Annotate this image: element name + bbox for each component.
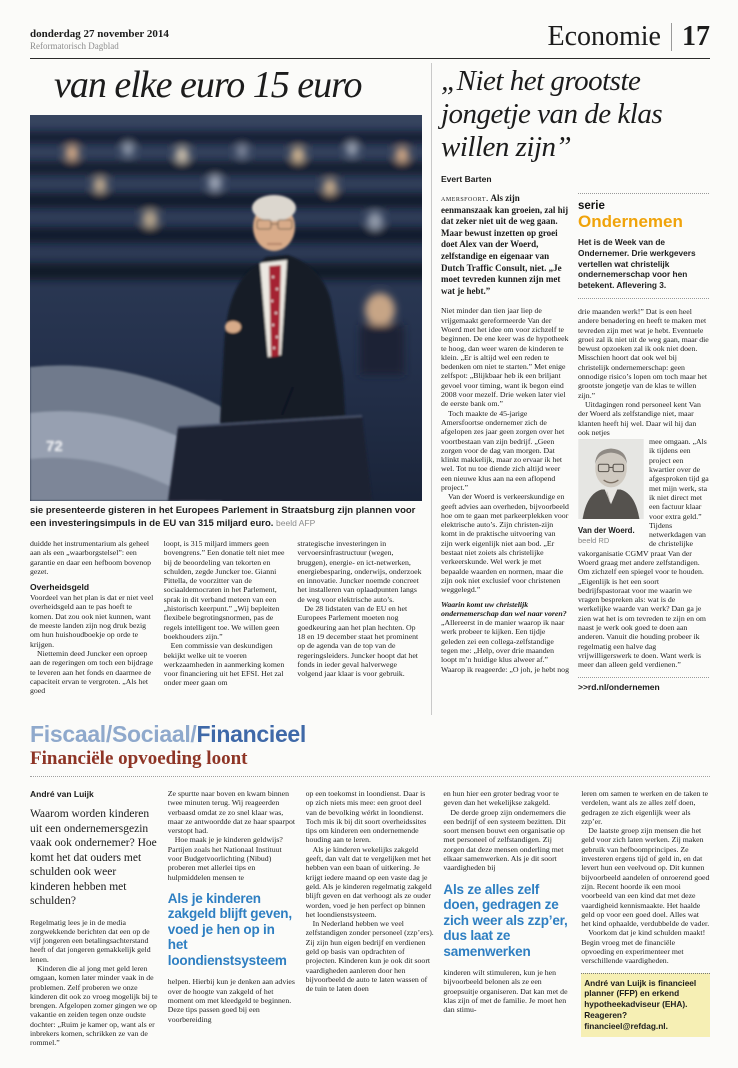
body-paragraph: De derde groep zijn ondernemers die een bedrijf of een systeem bezitten. Dit soort mensen bouwt een organisatie op met personeel of zelfstandigen. Zij zorgen dat deze mensen onderling met elkaar samenwerken. Als je dit soort vaardigheden bij <box>443 807 566 873</box>
dotted-rule <box>30 776 710 777</box>
body-paragraph: op een toekomst in loondienst. Daar is op zich niets mis mee: een groot deel van de bevolking wérkt in loondienst. Toch mis ik bij dit soort overheidssites tips om kinderen een ondernemende houding aan te leren. <box>305 789 427 845</box>
eu-article <box>30 63 432 715</box>
body-paragraph: loopt, is 315 miljard immers geen bovengrens.” Een donatie telt niet mee bij de beoordeling van tekorten en schulden, zegde Juncker toe. Gianni Pittella, de voorzitter van de sociaaldemocraten in het Parlement, sprak in dit verband meteen van een „historisch keerpunt.” „Wij bepleiten flexibele begrotingsnormen, pas de regels intelligent toe. We willen geen boekhouders zijn.” <box>163 539 285 641</box>
interview-column-2 <box>578 193 709 698</box>
body-paragraph: en hun hier een groter bedrag voor te geven dan het wekelijkse zakgeld. <box>443 789 559 808</box>
pullquote-zakgeld: Als je kinderen zakgeld blijft geven, voed je hen op in het loondienstsysteem <box>167 890 292 968</box>
eu-article-columns <box>30 539 422 711</box>
section-kicker <box>30 722 710 747</box>
photo-caption-text: sie presenteerde gisteren in het Europees Parlement in Straatsburg zijn plannen voor een investeringsimpuls in de EU van 315 miljard euro. <box>30 505 416 529</box>
body-paragraph: Als je kinderen wekelijks zakgeld geeft, dan valt dat te vergelijken met het hebben van een baan of uitkering. Je krijgt iedere maand op een vaste dag je geld. Als je kinderen regelmatig zakgeld blijft geven en dat verhoogt als ze ouder worden, voed je hen perfect op binnen het loondienstsysteem. <box>305 844 432 919</box>
dateline-amersfoort: amersfoort. <box>441 193 489 203</box>
fiscaal-column-1 <box>30 789 159 1068</box>
interview-columns <box>441 193 710 698</box>
interview-article <box>432 63 710 715</box>
parliament-scene-illustration <box>30 115 422 501</box>
fiscaal-column-2 <box>168 789 297 1068</box>
fiscaal-column-3 <box>306 789 435 1068</box>
kicker-fiscaal-sociaal: Fiscaal/Sociaal/ <box>30 721 197 747</box>
body-paragraph: duidde het instrumentarium als geheel aan als een „waarborgstelsel”: een garantie en daar een hefboom bovenop gezet. <box>30 539 152 576</box>
body-paragraph: „Allereerst in de manier waarop ik naar werk probeer te kijken. Een tijdje geleden zei een collega-zelfstandige tegen me: „Help, over drie maanden loopt m’n huidige klus alweer af.” Waarop ik reageerde: „O joh, je hebt nog <box>441 618 569 674</box>
body-paragraph: Ze spurtte naar boven en kwam binnen twee minuten terug. Wij reageerden verbaasd omdat ze zo snel klaar was, maar ze antwoordde dat ze haar spaarpot verstopt had. <box>167 789 296 836</box>
eu-headline: van elke euro 15 euro <box>54 64 362 106</box>
portrait-credit: beeld RD <box>578 535 610 545</box>
subhead-overheidsgeld: Overheidsgeld <box>30 582 90 593</box>
body-paragraph: Van der Woerd is verkeerskundige en geeft advies aan overheden, bijvoorbeeld hoe om te gaan met parkeerplekken voor elektrische auto’s. Zijn christen-zijn komt in de praktische uitvoering van zijn werk eigenlijk niet aan bod. „Er bestaat niet zoiets als christelijke verkeerskunde. Wel werk je met bepaalde waarden en normen, maar die zijn ook niet exclusief voor christenen weggelegd.” <box>441 492 569 595</box>
body-paragraph: Niettemin deed Juncker een oproep aan de regeringen om toch een bijdrage te leveren aan het fonds en daarmee de capaciteit ervan te vergroten. „Als het goed <box>30 648 153 696</box>
body-paragraph: strategische investeringen in vervoersinfrastructuur (wegen, bruggen), energie- en ict-netwerken, energiebesparing, onderwijs, onderzoek en innovatie. Juncker noemde concreet het installeren van oplaadpunten langs de weg voor elektrische auto’s. <box>297 539 422 604</box>
fiscaal-intro: Waarom worden kinderen uit een ondernemersgezin vaak ook ondernemer? Hoe komt het dat ouders met schulden ook weer kinderen hebben met schulden? <box>30 808 157 907</box>
kicker-financieel: Financieel <box>196 721 307 747</box>
masthead-divider <box>671 23 672 51</box>
eu-column-3 <box>297 539 422 711</box>
body-paragraph: kinderen wilt stimuleren, kun je hen bijvoorbeeld belonen als ze een groepsuitje organiseren. Dat kan met de klas zijn of met de familie. Je moet hen dan stimu- <box>443 968 568 1015</box>
body-paragraph: drie maanden werk!” Dat is een heel andere benadering en heeft te maken met tevreden zijn met wat je hebt. Eventuele groei zal ik niet uit de weg gaan, maar die bewust opzoeken zal ik ook niet doen. Misschien hoort dat ook wel bij christelijk ondernemerschap: geen onnodige risico’s lopen om toch maar het grootste jongetje van de klas te willen zijn.” <box>578 306 709 400</box>
masthead-rule <box>30 58 710 59</box>
masthead-publication: Reformatorisch Dagblad <box>30 41 119 51</box>
body-paragraph: In Nederland hebben we veel zelfstandigen zonder personeel (zzp’ers). Zij zijn hun eigen bedrijf en verdienen geld op basis van opdrachten of projecten. Kinderen kun je ook dit soort vaardigheden aanleren door hen bijvoorbeeld de auto te laten wassen of de tuin te laten doen <box>305 919 434 994</box>
masthead <box>30 22 710 52</box>
masthead-date: donderdag 27 november 2014 <box>30 28 169 40</box>
portrait-photo <box>578 439 644 519</box>
body-paragraph: leren om samen te werken en de taken te verdelen, want als ze alles zelf doen, gedragen ze zich eigenlijk weer als zzp’er. <box>581 789 709 826</box>
interview-headline: „Niet het grootste jongetje van de klas willen zijn” <box>441 65 663 163</box>
rd-ondernemen-link: >>rd.nl/ondernemen <box>578 677 709 692</box>
interview-column-1 <box>441 193 569 698</box>
serie-title: Ondernemen <box>578 212 683 231</box>
body-paragraph: Kinderen die al jong met geld leren omgaan, komen later minder vaak in de problemen. Zelf proberen we onze kinderen dit ook zo vroeg mogelijk bij te brengen. Afgelopen zomer gingen we op vakantie en zeiden tegen onze oudste dochter: „Ruim je kamer op, want als er inbrekers komen, schrikken ze van de rommel.” <box>30 963 158 1048</box>
author-note: André van Luijk is financieel planner (FFP) en erkend hypotheekadviseur (EHA). Reageren? financieel@refdag.nl. <box>581 973 710 1037</box>
fiscaal-column-4 <box>443 789 572 1068</box>
eu-column-1 <box>30 539 155 711</box>
juncker-parliament-photo <box>30 115 422 501</box>
body-paragraph: Regelmatig lees je in de media zorgwekkende berichten dat een op de vijf jongeren een betalingsachterstand heeft of dat jongeren gemakkelijk geld lenen. <box>30 917 151 964</box>
masthead-left <box>30 28 169 52</box>
masthead-right <box>547 22 710 52</box>
photo-caption <box>30 505 422 530</box>
interview-question: Waarin komt uw christelijk ondernemerschap dan wel naar voren? <box>441 599 567 618</box>
body-paragraph: De laatste groep zijn mensen die het geld voor zich laten werken. Zij maken gebruik van hefboomprincipes. Ze investeren ergens tijd of geld in, en dat levert hun een veelvoud op. Dit kunnen bijvoorbeeld aandelen of onroerend goed zijn. Recent hoorde ik een mooi voorbeeld van een kind dat met deze vaardigheid kennismaakte. Het haalde geld op voor een goed doel. Alles wat het kind ophaalde, verdubbelde de vader. <box>581 826 710 929</box>
body-paragraph: Een commissie van deskundigen bekijkt welke uit te voeren werkzaamheden in aanmerking komen voor financiering uit het EFSI. Het zal onder meer gaan om <box>163 641 285 688</box>
section-label: Economie <box>547 21 661 52</box>
fiscaal-columns <box>30 789 710 1068</box>
body-paragraph: mee omgaan. „Als ik tijdens een project een kwartier over de afgesproken tijd ga met mijn werk, sta ik niet direct met een factuur klaar voor extra geld.” Tijdens <box>649 437 709 530</box>
body-paragraph: helpen. Hierbij kun je denken aan advies over de hoogte van zakgeld of het moment om met kleedgeld te beginnen. Deze tips passen goed bij een voorbereiding <box>167 977 295 1024</box>
portrait-caption: Van der Woerd. <box>578 526 635 536</box>
serie-description: Het is de Week van de Ondernemer. Drie werkgevers vertellen wat christelijk ondernemerschap voor hen betekent. Aflevering 3. <box>578 237 696 291</box>
body-paragraph: Uitdagingen rond personeel kent Van der Woerd als zelfstandige niet, maar klanten heeft hij wel. Daar wil hij dan ook netjes <box>578 399 701 437</box>
page-number: 17 <box>682 21 710 52</box>
body-paragraph: Voorkom dat je kind schulden maakt! Begin vroeg met de financiële opvoeding en experimenteer met verschillende vaardigheden. <box>581 928 706 966</box>
interview-intro <box>441 193 569 297</box>
body-paragraph: Voordeel van het plan is dat er niet veel overheidsgeld aan te pas hoeft te komen. Dat zou ook niet kunnen, want de meeste landen zijn nog druk bezig om hun huishoudboekje op orde te krijgen. <box>30 593 154 649</box>
photo-credit: beeld AFP <box>276 518 316 528</box>
fiscaal-section <box>30 722 710 1068</box>
serie-box <box>578 193 709 299</box>
body-paragraph: Toch maakte de 45-jarige Amersfoortse ondernemer zich de afgelopen zes jaar geen zorgen over het voortbestaan van zijn bedrijf. „Geen zorgen voor de dag van morgen. Dat klinkt makkelijk, maar zo ervaar ik het wel. Tot nu toe diende zich altijd weer een nieuwe klus aan na een aflopend project.” <box>441 408 565 492</box>
pullquote-samenwerken: Als ze alles zelf doen, gedragen ze zich weer als zzp’er, dus laat ze samenwerken <box>443 881 568 959</box>
fiscaal-column-5 <box>581 789 710 1068</box>
eu-column-2 <box>164 539 289 711</box>
body-paragraph: netwerkdagen van de christelijke vakorganisatie CGMV praat Van der Woerd graag met andere zelfstandigen. Om zichzelf een spiegel voor te houden. „Eigenlijk is het een soort bedrijfspastoraat voor me waarin we vragen bespreken als: wat is de werkelijke waarde van werk? Dan ga je zien wat het is om tevreden te zijn en om naast je werk ook goed te doen aan anderen. Vanuit die houding probeer ik regelmatig een halve dag vrijwilligerswerk te doen. Want werk is meer dan alleen geld verdienen.” <box>578 530 706 670</box>
serie-label: serie <box>578 200 605 212</box>
body-paragraph: Hoe maak je je kinderen geldwijs? Partijen zoals het Nationaal Instituut voor Budgetvoorlichting (Nibud) proberen met allerlei tips en hulpmiddelen mensen te <box>167 835 283 882</box>
van-der-woerd-portrait <box>578 439 644 545</box>
main-content <box>30 63 710 715</box>
interview-intro-text: Als zijn eenmanszaak kan groeien, zal hij dat zeker niet uit de weg gaan. Maar bewust inzetten op groei doet Alex van der Woerd, zelfstandige en eigenaar van Dutch Traffic Consult, niet. „Je moet tevreden kunnen zijn met wat je hebt.” <box>441 193 569 296</box>
byline-andre-van-luijk: André van Luijk <box>30 789 94 799</box>
byline-evert-barten: Evert Barten <box>441 174 492 184</box>
desk-number: 72 <box>46 438 63 455</box>
body-paragraph: De 28 lidstaten van de EU en het Europees Parlement moeten nog goedkeuring aan het plan hechten. Op 18 en 19 december staat het prominent op de agenda van de top van de regeringsleiders. Juncker hoopt dat het fonds in ieder geval halverwege volgend jaar klaar is voor gebruik. <box>297 604 419 679</box>
column-title: Financiële opvoeding loont <box>30 748 248 769</box>
body-paragraph: Niet minder dan tien jaar liep de vrijgemaakt gereformeerde Van der Woerd met het idee om voor zichzelf te beginnen. De ene keer was de hypotheek te hoog, dan weer waren de kinderen te klein. „Er is altijd wel een reden te bedenken om niet te starten.” Met enige zelfspot: „Blijkbaar heb ik een briljant gevoel voor timing, want ik begon eind 2008 voor mezelf. Drie weken later viel de eerste bank om.” <box>441 306 569 409</box>
